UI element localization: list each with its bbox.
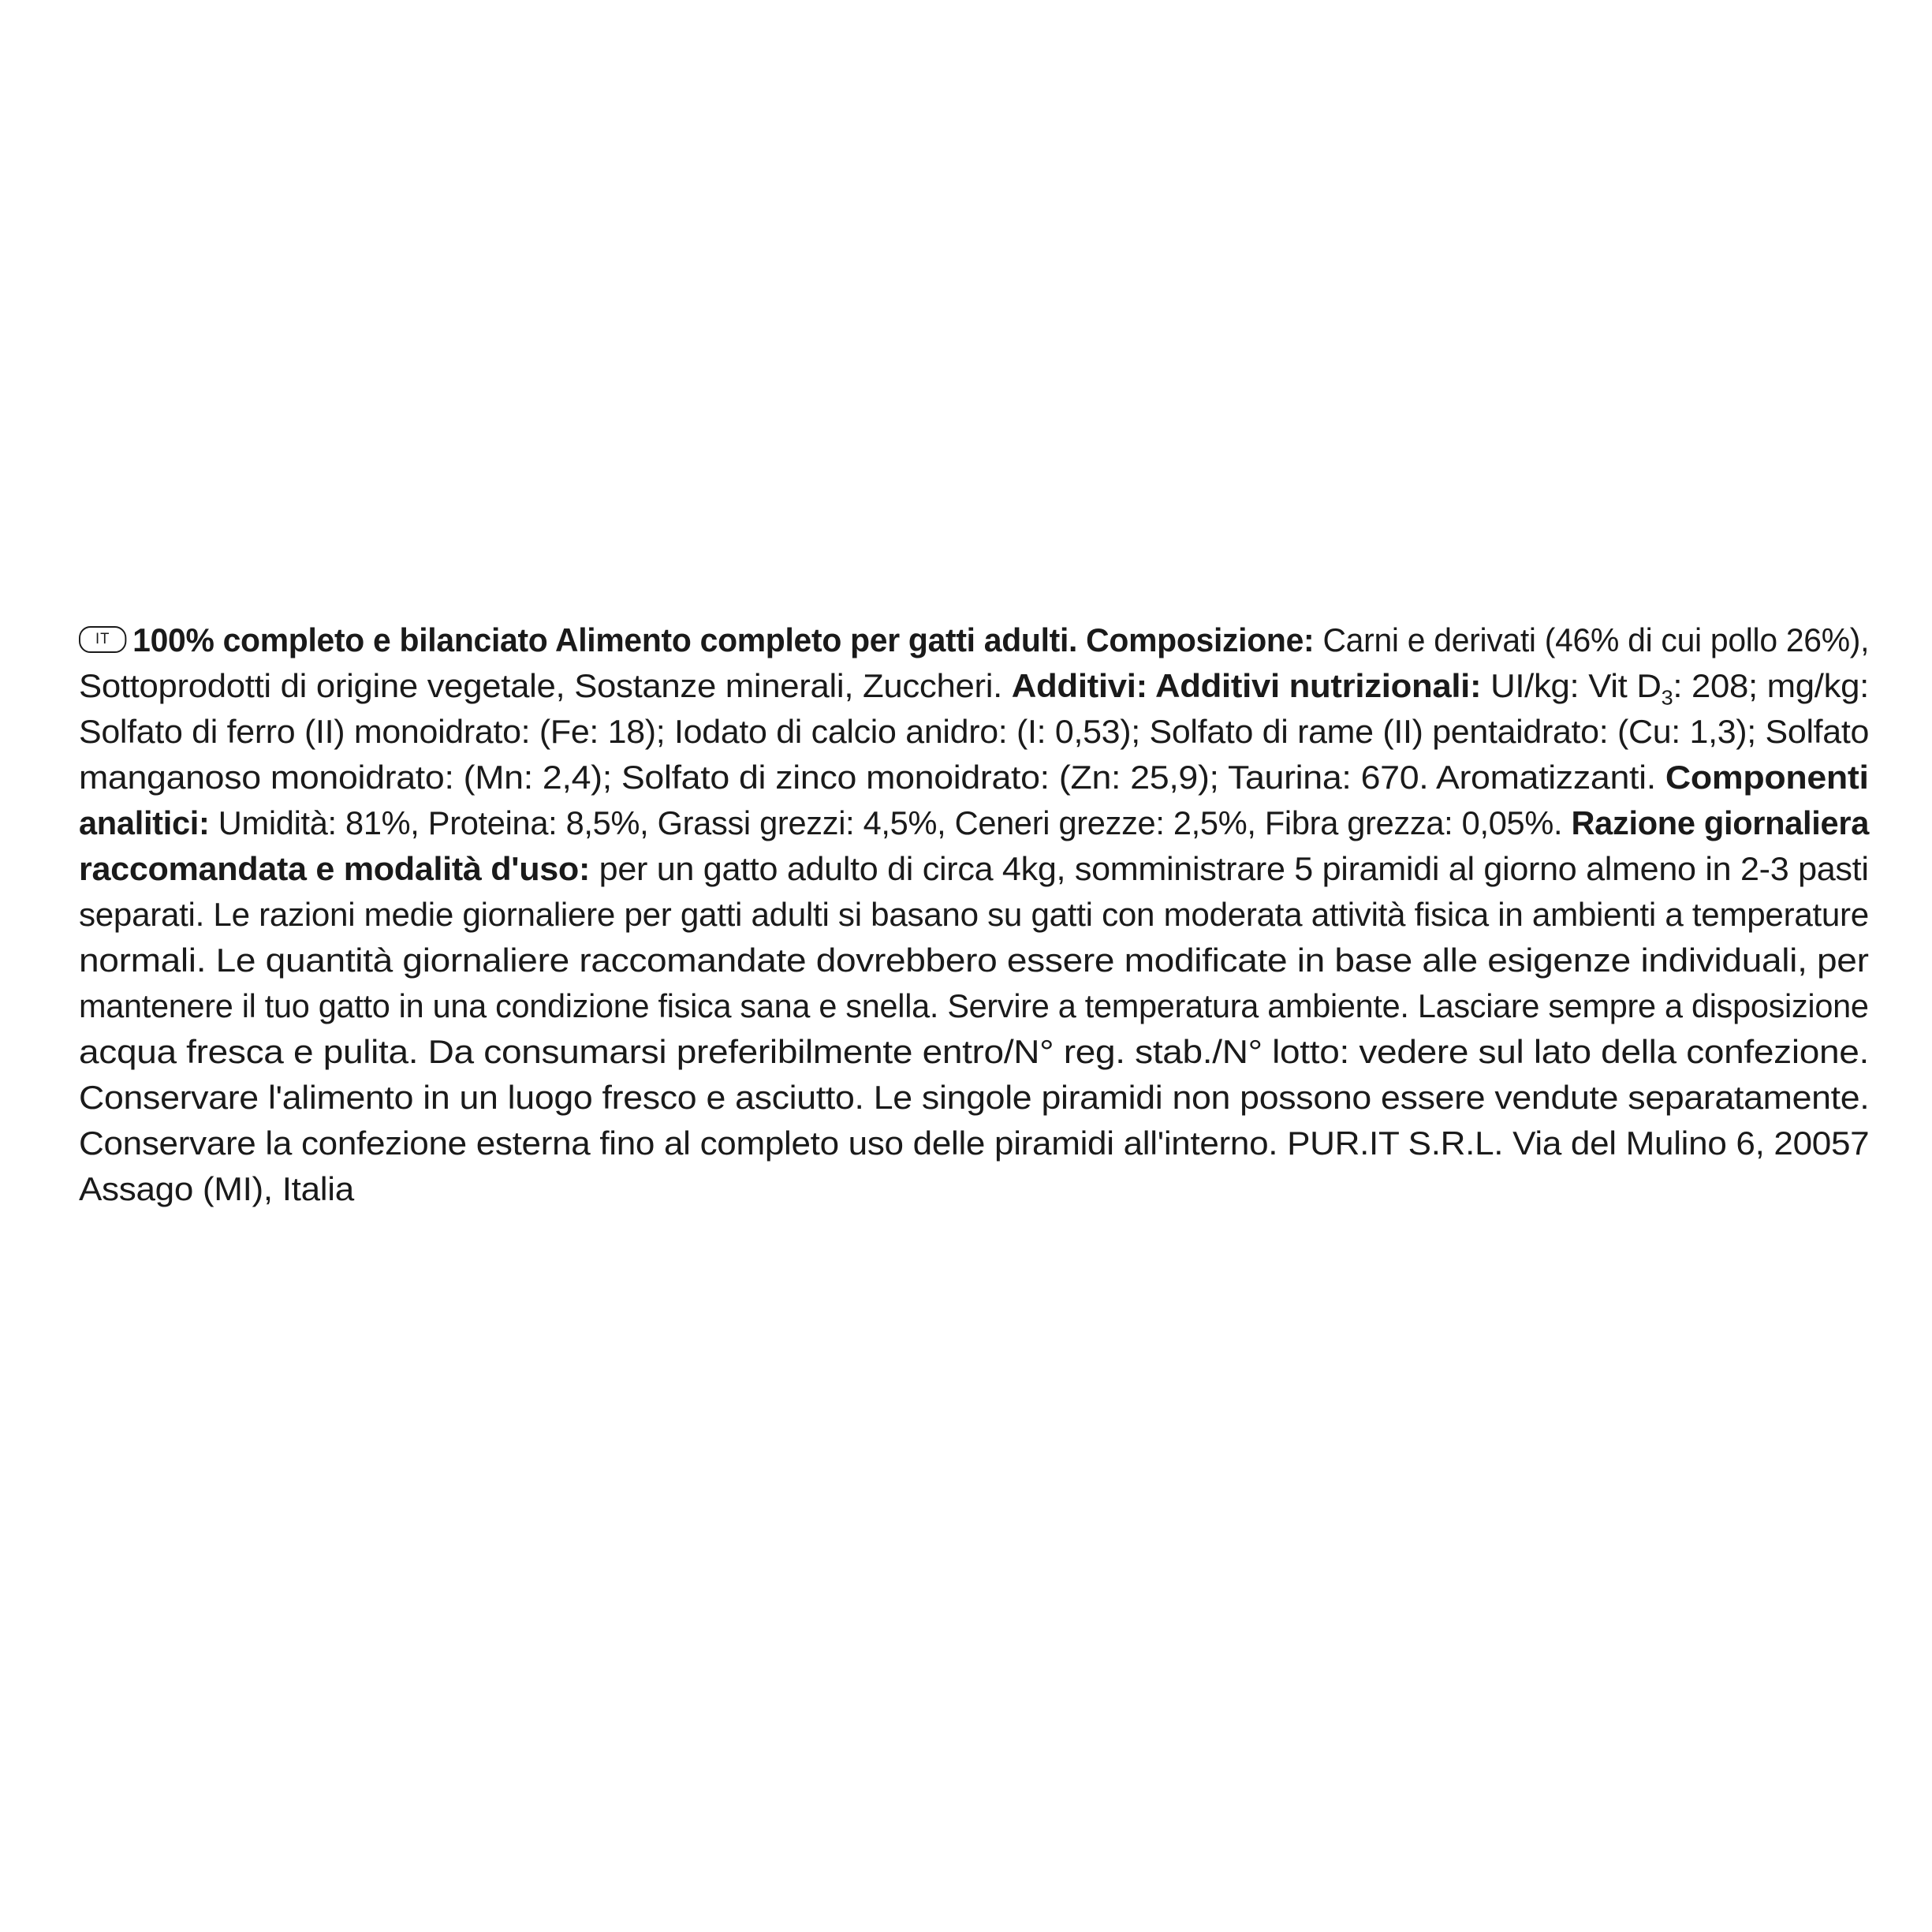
- label-line-12: [79, 1121, 1932, 1166]
- additives-text: UI/kg: Vit D: [1481, 667, 1662, 704]
- label-line-2: [79, 663, 1932, 709]
- label-line-13: [79, 1166, 1932, 1212]
- storage-text-2: Conservare l'alimento in un luogo fresco e asciutto. Le singole piramidi non possono essere vendute separatamente.: [79, 1079, 1870, 1116]
- label-line-10: [79, 1029, 1932, 1075]
- ration-heading-cont: raccomandata e modalità d'uso:: [79, 850, 591, 887]
- label-line-1: [79, 617, 1870, 663]
- analytical-heading: Componenti: [1665, 759, 1869, 796]
- language-badge: IT: [79, 626, 126, 653]
- storage-text-3: Conservare la confezione esterna fino al completo uso delle piramidi all'interno. PUR.IT S.R.L. Via del Mulino 6, 20057: [79, 1125, 1870, 1162]
- label-line-4: [79, 755, 1932, 800]
- ration-text-2: separati. Le razioni medie giornaliere per gatti adulti si basano su gatti con moderata attività fisica in ambienti a temperature: [79, 896, 1869, 933]
- ration-text: per un gatto adulto di circa 4kg, somministrare 5 piramidi al giorno almeno in 2-3 pasti: [590, 850, 1869, 887]
- label-line-3: [79, 709, 1909, 755]
- additives-heading: Additivi: Additivi nutrizionali:: [1011, 667, 1482, 704]
- product-claim-heading: 100% completo e bilanciato Alimento completo per gatti adulti. Composizione:: [132, 621, 1315, 658]
- manufacturer-address: Assago (MI), Italia: [79, 1170, 354, 1207]
- label-line-9: [79, 983, 1869, 1029]
- vitamin-subscript: 3: [1661, 685, 1673, 710]
- additives-text-cont: : 208; mg/kg:: [1673, 667, 1870, 704]
- composition-text: Carni e derivati (46% di cui pollo 26%),: [1314, 621, 1870, 658]
- analytical-values: Umidità: 81%, Proteina: 8,5%, Grassi grezzi: 4,5%, Ceneri grezze: 2,5%, Fibra grezza: 0,05%.: [209, 804, 1572, 841]
- label-line-6: [79, 846, 1917, 892]
- additives-list-cont: manganoso monoidrato: (Mn: 2,4); Solfato di zinco monoidrato: (Zn: 25,9); Taurina: 670. Aromatizzanti.: [79, 759, 1665, 796]
- label-line-11: [79, 1075, 1932, 1121]
- storage-text-1: acqua fresca e pulita. Da consumarsi preferibilmente entro/N° reg. stab./N° lotto: vedere sul lato della confezione.: [79, 1033, 1869, 1070]
- ration-text-4: mantenere il tuo gatto in una condizione fisica sana e snella. Servire a temperatura ambiente. Lasciare sempre a disposizione: [79, 987, 1869, 1024]
- label-line-7: [79, 892, 1876, 938]
- ration-heading: Razione giornaliera: [1571, 804, 1870, 841]
- label-text-block: [79, 617, 1869, 1212]
- additives-list: Solfato di ferro (II) monoidrato: (Fe: 18); Iodato di calcio anidro: (I: 0,53); Solfato di rame (II) pentaidrato: (Cu: 1,3); Solfato: [79, 713, 1870, 750]
- composition-text-cont: Sottoprodotti di origine vegetale, Sostanze minerali, Zuccheri.: [79, 667, 1012, 704]
- label-line-8: [79, 938, 1932, 983]
- analytical-heading-cont: analitici:: [79, 804, 210, 841]
- label-line-5: [79, 800, 1870, 846]
- ration-text-3: normali. Le quantità giornaliere raccomandate dovrebbero essere modificate in base alle esigenze individuali, per: [79, 942, 1869, 979]
